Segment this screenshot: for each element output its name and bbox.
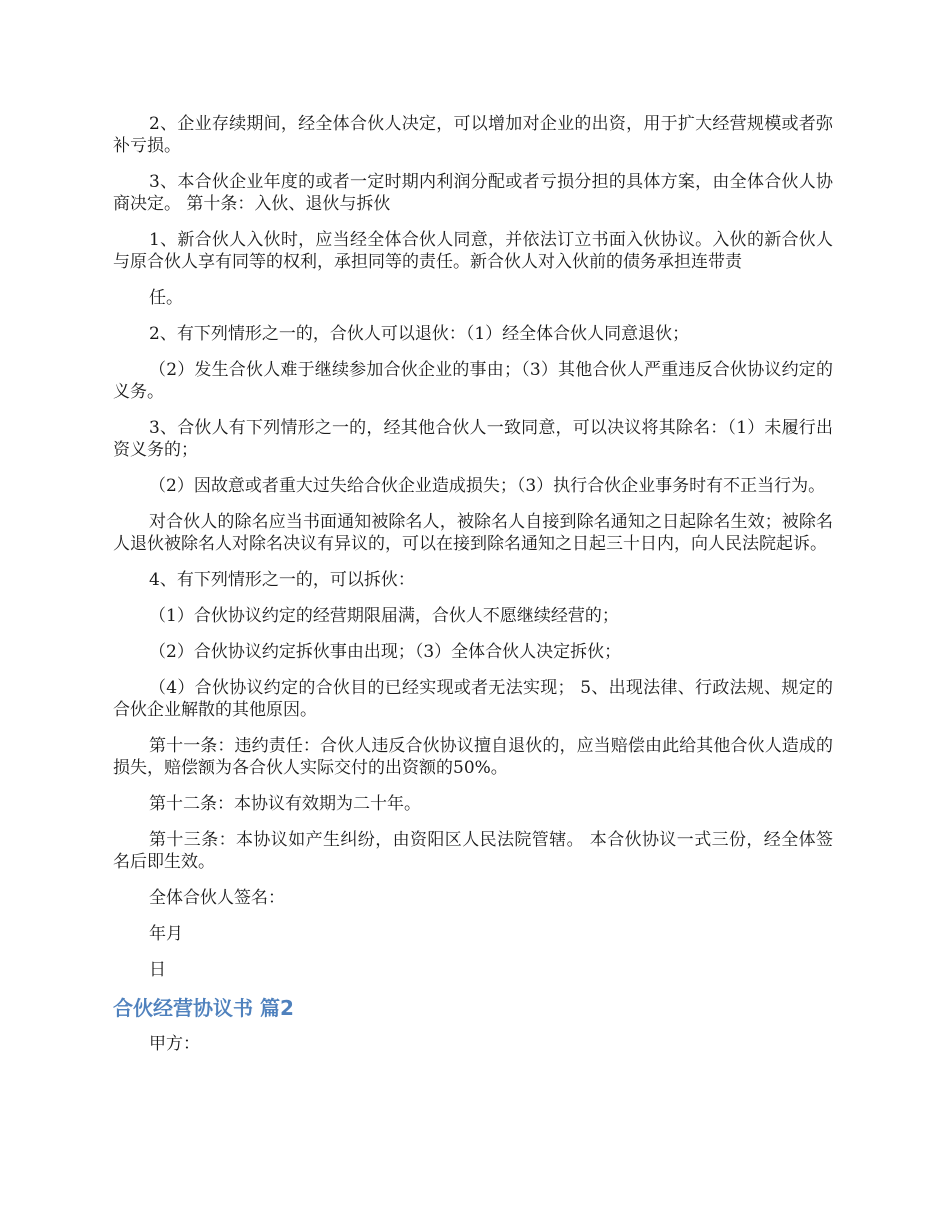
section-heading: 合伙经营协议书 篇2 [113, 996, 294, 1020]
paragraph-continuation: 任。 [149, 288, 183, 308]
paragraph-dissolution-case-2: （2）合伙协议约定拆伙事由出现；（3）全体合伙人决定拆伙； [149, 642, 622, 662]
paragraph-expulsion: 3、合伙人有下列情形之一的，经其他合伙人一致同意，可以决议将其除名：（1）未履行出资义务的； [113, 418, 833, 460]
paragraph-withdrawal-cases: （2）发生合伙人难于继续参加合伙企业的事由；（3）其他合伙人严重违反合伙协议约定的义务。 [113, 360, 833, 402]
paragraph-capital-increase: 2、企业存续期间，经全体合伙人决定，可以增加对企业的出资，用于扩大经营规模或者弥补亏损。 [113, 114, 833, 156]
paragraph-withdrawal: 2、有下列情形之一的，合伙人可以退伙：（1）经全体合伙人同意退伙； [149, 324, 690, 344]
paragraph-profit-distribution: 3、本合伙企业年度的或者一定时期内利润分配或者亏损分担的具体方案，由全体合伙人协商决定。 第十条：入伙、退伙与拆伙 [113, 172, 833, 214]
paragraph-signature: 全体合伙人签名： [149, 888, 285, 908]
paragraph-day: 日 [149, 960, 166, 980]
paragraph-dissolution-case-4: （4）合伙协议约定的合伙目的已经实现或者无法实现； 5、出现法律、行政法规、规定的合伙企业解散的其他原因。 [113, 678, 833, 720]
paragraph-expulsion-cases: （2）因故意或者重大过失给合伙企业造成损失；（3）执行合伙企业事务时有不正当行为。 [149, 476, 826, 496]
paragraph-expulsion-notice: 对合伙人的除名应当书面通知被除名人，被除名人自接到除名通知之日起除名生效；被除名人退伙被除名人对除名决议有异议的，可以在接到除名通知之日起三十日内，向人民法院起诉。 [113, 512, 833, 554]
document-page [113, 113, 833, 1069]
paragraph-article-11: 第十一条：违约责任：合伙人违反合伙协议擅自退伙的，应当赔偿由此给其他合伙人造成的损失，赔偿额为各合伙人实际交付的出资额的50%。 [113, 736, 833, 778]
paragraph-party-a: 甲方： [149, 1034, 200, 1054]
paragraph-dissolution-case-1: （1）合伙协议约定的经营期限届满，合伙人不愿继续经营的； [149, 606, 619, 626]
paragraph-article-13: 第十三条：本协议如产生纠纷，由资阳区人民法院管辖。 本合伙协议一式三份，经全体签名后即生效。 [113, 830, 833, 872]
paragraph-article-12: 第十二条：本协议有效期为二十年。 [149, 794, 421, 814]
paragraph-year-month: 年月 [149, 924, 183, 944]
paragraph-new-partner: 1、新合伙人入伙时，应当经全体合伙人同意，并依法订立书面入伙协议。入伙的新合伙人与原合伙人享有同等的权利，承担同等的责任。新合伙人对入伙前的债务承担连带责 [113, 230, 833, 272]
paragraph-dissolution: 4、有下列情形之一的，可以拆伙： [149, 570, 415, 590]
